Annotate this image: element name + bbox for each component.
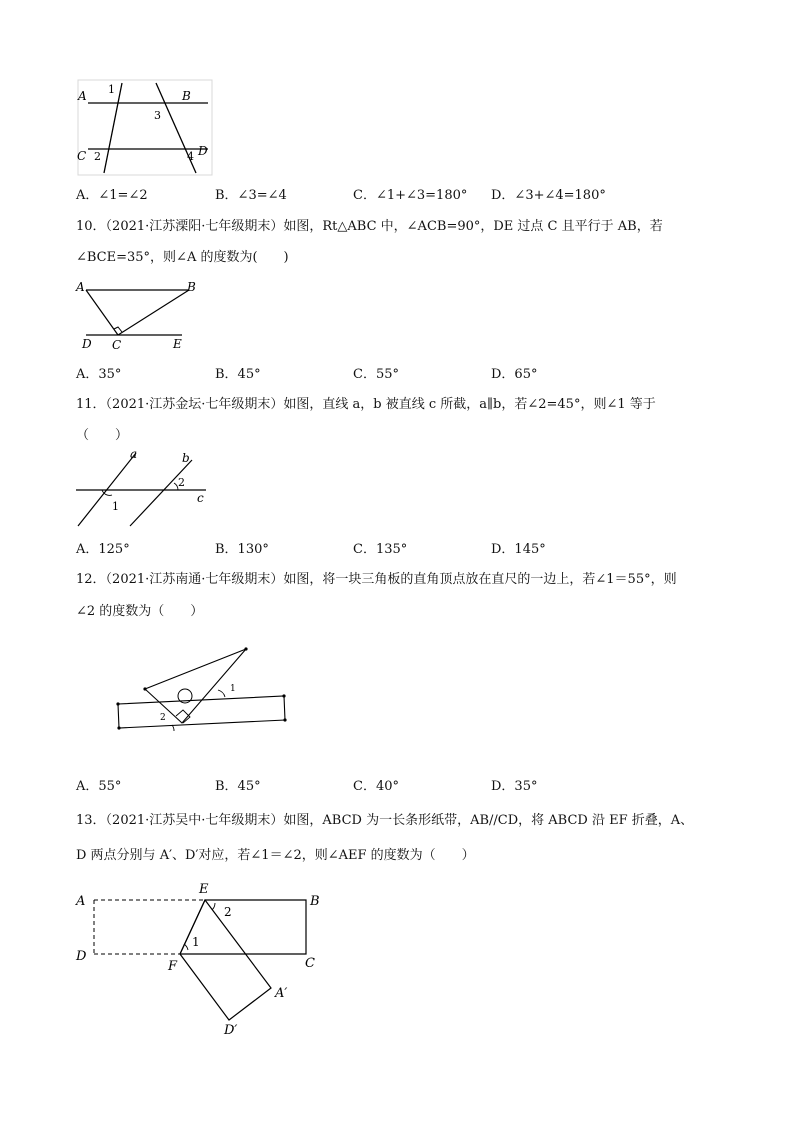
- q10-label-E: E: [173, 337, 182, 351]
- q9-option-a: A．∠1=∠2: [76, 188, 148, 203]
- q11-option-b: B．130°: [215, 542, 269, 557]
- q13-text-line2: D 两点分别与 A′、D′对应，若∠1＝∠2，则∠AEF 的度数为（ ）: [76, 848, 475, 863]
- q10-label-D: D: [82, 337, 92, 351]
- q13-label-E: E: [199, 882, 209, 897]
- q9-label-D: D: [198, 144, 208, 158]
- q10-option-c: C．55°: [353, 367, 399, 382]
- q11-option-a: A．125°: [76, 542, 130, 557]
- q10-figure: [74, 278, 214, 353]
- q13-label-D-prime: D′: [224, 1023, 238, 1038]
- q12-option-d: D．35°: [491, 779, 538, 794]
- q10-label-C: C: [112, 338, 122, 352]
- q12-label-1: 1: [230, 684, 236, 694]
- q10-label-B: B: [187, 280, 196, 294]
- q11-label-2: 2: [178, 476, 185, 489]
- q12-option-c: C．40°: [353, 779, 399, 794]
- q9-option-d: D．∠3+∠4=180°: [491, 188, 606, 203]
- q11-label-1: 1: [112, 500, 119, 513]
- q12-text-line2: ∠2 的度数为（ ）: [76, 604, 204, 619]
- q10-label-A: A: [76, 280, 85, 294]
- q9-label-4: 4: [187, 150, 194, 163]
- q13-label-D: D: [76, 949, 87, 964]
- q9-label-1: 1: [108, 83, 115, 96]
- q9-figure: [74, 78, 214, 178]
- q11-label-b: b: [182, 451, 190, 465]
- q11-label-c: c: [197, 491, 204, 505]
- q13-label-1: 1: [192, 935, 200, 949]
- q13-figure: [72, 878, 332, 1038]
- q11-text-line2: （ ）: [76, 428, 129, 443]
- q13-label-B: B: [310, 894, 320, 909]
- q12-figure: [110, 643, 310, 743]
- q9-option-b: B．∠3=∠4: [215, 188, 287, 203]
- q11-figure: [74, 448, 214, 528]
- q13-label-A: A: [76, 894, 86, 909]
- q10-text-line2: ∠BCE=35°，则∠A 的度数为( ): [76, 250, 289, 265]
- q13-label-F: F: [168, 959, 178, 974]
- q13-label-2: 2: [224, 905, 232, 919]
- q9-label-B: B: [182, 89, 191, 103]
- q11-option-d: D．145°: [491, 542, 546, 557]
- q9-label-A: A: [78, 89, 87, 103]
- q9-label-3: 3: [154, 109, 161, 122]
- q12-label-2: 2: [160, 713, 166, 723]
- q12-option-b: B．45°: [215, 779, 261, 794]
- q11-option-c: C．135°: [353, 542, 408, 557]
- q10-text-line1: 10．（2021·江苏溧阳·七年级期末）如图，Rt△ABC 中，∠ACB=90°，DE 过点 C 且平行于 AB，若: [76, 219, 663, 234]
- q13-label-A-prime: A′: [275, 986, 288, 1001]
- q10-option-b: B．45°: [215, 367, 261, 382]
- q9-option-c: C．∠1+∠3=180°: [353, 188, 468, 203]
- q13-label-C: C: [305, 956, 315, 971]
- q10-option-d: D．65°: [491, 367, 538, 382]
- q11-label-a: a: [130, 447, 138, 461]
- q11-text-line1: 11．（2021·江苏金坛·七年级期末）如图，直线 a，b 被直线 c 所截，a∥b，若∠2=45°，则∠1 等于: [76, 397, 656, 412]
- q9-label-C: C: [77, 149, 87, 163]
- q12-option-a: A．55°: [76, 779, 122, 794]
- q9-label-2: 2: [94, 150, 101, 163]
- q13-text-line1: 13．（2021·江苏吴中·七年级期末）如图，ABCD 为一长条形纸带，AB//CD，将 ABCD 沿 EF 折叠，A、: [76, 813, 694, 828]
- q12-text-line1: 12．（2021·江苏南通·七年级期末）如图，将一块三角板的直角顶点放在直尺的一边上，若∠1＝55°，则: [76, 572, 677, 587]
- q10-option-a: A．35°: [76, 367, 122, 382]
